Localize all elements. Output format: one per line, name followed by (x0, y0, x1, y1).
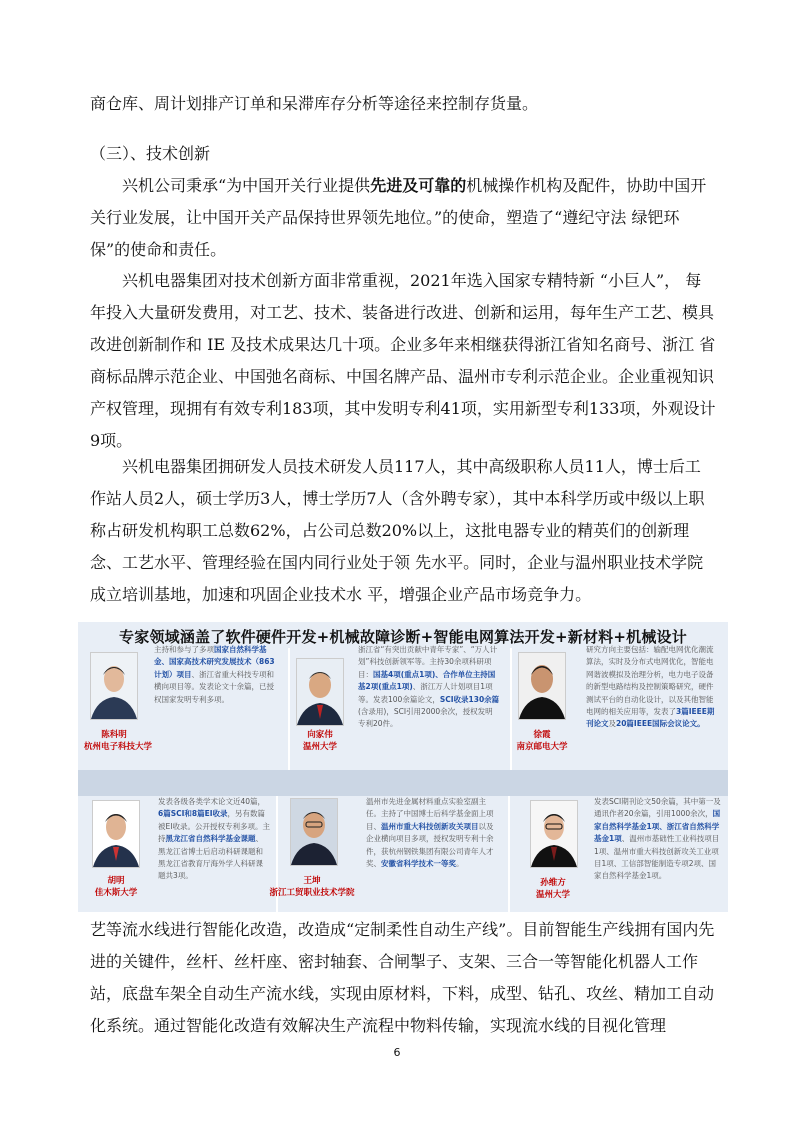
expert-name: 徐霞 (533, 730, 551, 740)
paragraph-mission (90, 170, 716, 266)
expert-description (358, 644, 500, 731)
highlight-text: 温州市重大科技创新攻关项目 (381, 821, 479, 831)
expert-photo (92, 800, 140, 868)
description-text: 、浙江万人计划项目1项等。发表100余篇论文， (358, 682, 493, 704)
mission-emphasis: 先进及可靠的 (370, 176, 467, 195)
expert-name: 胡明 (107, 876, 125, 886)
expert-banner (78, 622, 728, 912)
description-text: 发表SCI期刊论文50余篇，其中第一及通讯作者20余篇，引用1000余次， (594, 797, 721, 819)
banner-divider-band (78, 770, 728, 796)
section-heading: （三）、技术创新 (90, 144, 211, 163)
expert-description (586, 644, 720, 731)
expert-name: 向家伟 (307, 730, 333, 740)
expert-affiliation: 佳木斯大学 (94, 888, 138, 898)
paragraph-innovation: 兴机电器集团对技术创新方面非常重视，2021年选入国家专精特新 “小巨人”， 每年投入大量研发费用，对工艺、技术、装备进行改进、创新和运用，每年生产工艺、模具改进创新制作和 IE 及技术成果达几十项。企业多年来相继获得浙江省知名商号、浙江 省商标品牌示范企业、中国弛名商标、中国名牌产品、温州市专利示范企业。企业重视知识产权管理，现拥有有效专利183项，其中发明专利41项，实用新型专利133项，外观设计9项。 (90, 271, 716, 450)
highlight-text: 国家自然科学基金、国家高技术研究发展技术（863计划）项目 (154, 645, 275, 679)
description-text: 、温州市基础性工业科技项目1项、温州市重大科技创新攻关工业项目1项、工信部智能制造专项2项、国家自然科学基金1项。 (594, 834, 720, 881)
description-text: 及 (608, 719, 616, 729)
highlight-text: 国家自然科学基金1项、浙江省自然科学基金1项 (594, 809, 721, 844)
highlight-text: 国基4项(重点1项)、合作单位主持国基2项(重点1项) (358, 669, 496, 692)
highlight-text: SCI收录130余篇 (439, 694, 500, 704)
description-text: 研究方向主要包括：输配电网优化潮流算法，实时及分布式电网优化，智能电网谐波模拟及治理分析，电力电子设备的新型电路结构及控制策略研究，硬件测试平台的自动化设计，以及其他智能电网的相关应用等，发表了 (586, 645, 714, 717)
expert-description (366, 796, 498, 870)
separator (508, 796, 510, 912)
description-text: ，另有数篇被EI收录。公开授权专利多项。主持 (158, 809, 270, 844)
mission-text-before: 兴机公司秉承“为中国开关行业提供 (122, 176, 371, 195)
highlight-text: 黑龙江省自然科学基金课题 (165, 834, 256, 844)
expert-photo (530, 800, 578, 868)
expert-photo (90, 652, 138, 720)
highlight-text: 3篇IEEE期刊论文 (586, 707, 715, 729)
expert-affiliation: 南京邮电大学 (516, 742, 568, 752)
description-text: 、浙江省重大科技专项和横向项目等。发表论文十余篇，已授权国家发明专利多项。 (154, 669, 274, 704)
highlight-text: 安徽省科学技术一等奖 (381, 859, 456, 869)
expert-affiliation: 浙江工贸职业技术学院 (269, 888, 355, 898)
expert-photo (518, 652, 566, 720)
description-text: 发表各级各类学术论文近40篇， (158, 797, 266, 806)
description-text: 。 (456, 859, 464, 869)
page-number: 6 (393, 1046, 401, 1059)
expert-photo (290, 798, 338, 866)
expert-affiliation: 杭州电子科技大学 (84, 742, 153, 752)
banner-title: 专家领域涵盖了软件硬件开发+机械故障诊断+智能电网算法开发+新材料+机械设计 (119, 628, 687, 646)
expert-affiliation: 温州大学 (535, 890, 570, 900)
expert-affiliation: 温州大学 (302, 742, 337, 752)
highlight-text: 6篇SCI和8篇EI收录 (158, 809, 228, 819)
description-text: 主持和参与了多项 (154, 645, 214, 654)
expert-name: 陈科明 (101, 730, 127, 740)
description-text: 温州市先进金属材料重点实验室副主任。主持了中国博士后科学基金面上项目、 (366, 797, 494, 831)
mission-text-after: 机械操作机构及配件，协助中国开关行业发展，让中国开关产品保持世界领先地位。”的使命，塑造了“遵纪守法 绿钯环保”的使命和责任。 (90, 176, 707, 259)
highlight-text: 20篇IEEE国际会议论文。 (616, 719, 705, 729)
paragraph-rd-staff: 兴机电器集团拥研发人员技术研发人员117人，其中高级职称人员11人，博士后工作站人员2人，硕士学历3人，博士学历7人（含外聘专家），其中本科学历或中级以上职称占研发机构职工总数62%，占公司总数20%以上，这批电器专业的精英们的创新理念、工艺水平、管理经验在国内同行业处于领 先水平。同时，企业与温州职业技术学院成立培训基地，加速和巩固企业技术水 平，增强企业产品市场竞争力。 (90, 457, 705, 604)
paragraph-continuation: 商仓库、周计划排产订单和呆滞库存分析等途径来控制存货量。 (90, 94, 539, 113)
description-text: 、黑龙江省博士后启动科研课题和黑龙江省教育厅海外学人科研课题共3项。 (158, 834, 263, 881)
expert-name: 孙维方 (540, 878, 566, 888)
expert-description (158, 796, 270, 883)
expert-name: 王坤 (303, 876, 321, 886)
description-text: 以及企业横向项目多项，授权发明专利十余件，获杭州钢铁集团有限公司青年人才奖、 (366, 821, 494, 869)
paragraph-smart-line: 艺等流水线进行智能化改造，改造成“定制柔性自动生产线”。目前智能生产线拥有国内先进的关键件，丝杆、丝杆座、密封轴套、合闸掣子、支架、三合一等智能化机器人工作站，底盘车架全自动生产流水线，实现由原材料，下料，成型、钻孔、攻丝、精加工自动化系统。通过智能化改造有效解决生产流程中物料传输，实现流水线的目视化管理 (90, 920, 715, 1035)
expert-description (154, 644, 276, 706)
description-text: (含录用)，SCI引用2000余次，授权发明专利20件。 (358, 707, 493, 729)
description-text: 浙江省“有突出贡献中青年专家”、“万人计划”科技创新领军等。主持30余项科研项目： (358, 645, 498, 679)
expert-description (594, 796, 722, 883)
expert-photo (296, 658, 344, 726)
